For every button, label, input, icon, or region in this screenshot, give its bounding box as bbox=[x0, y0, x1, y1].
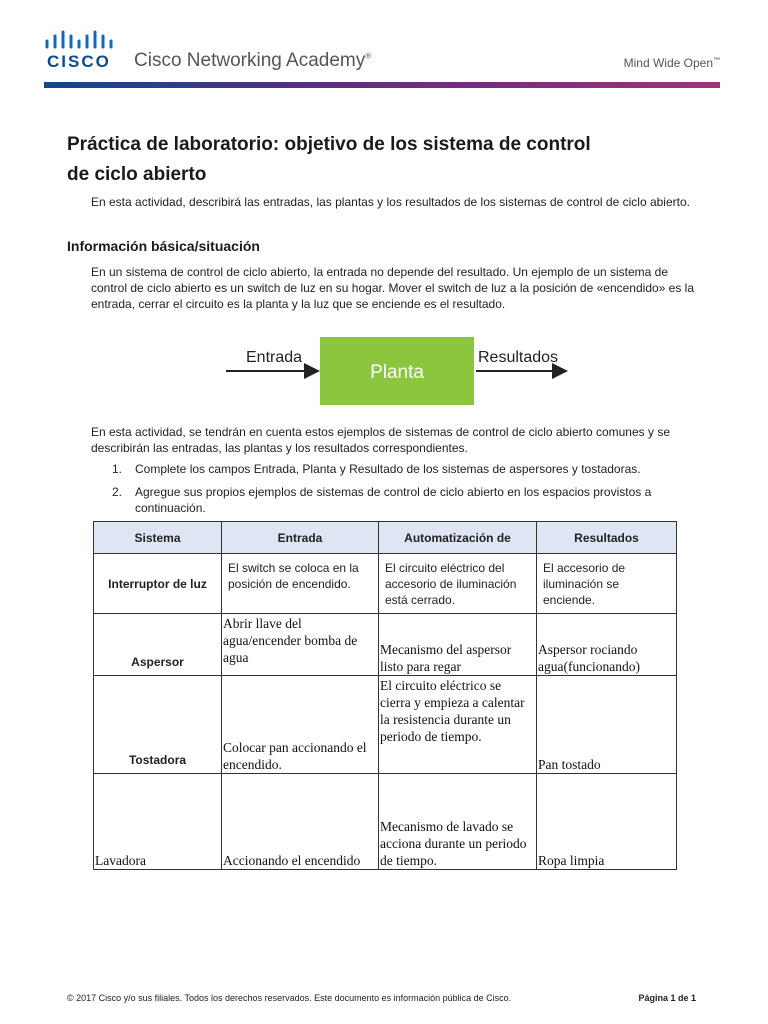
table-cell: Abrir llave del agua/encender bomba de agua bbox=[222, 614, 379, 676]
cisco-wordmark: CISCO bbox=[47, 52, 111, 71]
row-label: Aspersor bbox=[94, 614, 222, 676]
table-cell: El accesorio de iluminación se enciende. bbox=[537, 554, 677, 614]
step-item: 2. Agregue sus propios ejemplos de sistemas de control de ciclo abierto en los espacios provistos a continuación. bbox=[112, 485, 652, 515]
tagline: Mind Wide Open™ bbox=[623, 56, 720, 70]
header-gradient-rule bbox=[44, 82, 720, 88]
step-item: 1. Complete los campos Entrada, Planta y Resultado de los sistemas de aspersores y tostadoras. bbox=[112, 462, 641, 476]
table-header-row bbox=[94, 522, 677, 554]
table-cell: Colocar pan accionando el encendido. bbox=[222, 676, 379, 774]
row-label: Lavadora bbox=[94, 774, 222, 870]
diagram-input-label: Entrada bbox=[246, 349, 303, 366]
header-sistema: Sistema bbox=[94, 522, 222, 554]
background-paragraph: En un sistema de control de ciclo abierto, la entrada no depende del resultado. Un ejemplo de un sistema de control de ciclo abierto es un switch de luz en su hogar. Mover el switch de luz a la posición de «encendido» es la entrada, cerrar el circuito es la planta y la luz que se enciende es el resultado. bbox=[91, 265, 695, 311]
table-row bbox=[94, 774, 677, 870]
table-row bbox=[94, 614, 677, 676]
table-row bbox=[94, 554, 677, 614]
table-cell: Mecanismo del aspersor listo para regar bbox=[379, 614, 537, 676]
page-header bbox=[0, 0, 768, 90]
table-cell: El circuito eléctrico del accesorio de iluminación está cerrado. bbox=[379, 554, 537, 614]
header-automatizacion: Automatización de bbox=[379, 522, 537, 554]
control-systems-table bbox=[93, 521, 677, 870]
table-cell: El circuito eléctrico se cierra y empieza a calentar la resistencia durante un periodo de tiempo. bbox=[379, 676, 537, 774]
footer-page-number: Página 1 de 1 bbox=[638, 993, 696, 1003]
diagram-plant-label: Planta bbox=[370, 362, 424, 383]
table-cell: Pan tostado bbox=[537, 676, 677, 774]
diagram-output-label: Resultados bbox=[478, 349, 559, 366]
section-heading: Información básica/situación bbox=[67, 238, 260, 254]
header-resultados: Resultados bbox=[537, 522, 677, 554]
table-cell: Aspersor rociando agua(funcionando) bbox=[537, 614, 677, 676]
footer-copyright: © 2017 Cisco y/o sus filiales. Todos los derechos reservados. Este documento es información pública de Cisco. bbox=[67, 993, 512, 1003]
row-label: Interruptor de luz bbox=[94, 554, 222, 614]
row-label: Tostadora bbox=[94, 676, 222, 774]
page-title: Práctica de laboratorio: objetivo de los sistema de control de ciclo abierto bbox=[67, 134, 591, 185]
intro-paragraph: En esta actividad, describirá las entradas, las plantas y los resultados de los sistemas de control de ciclo abierto. bbox=[91, 195, 690, 209]
activity-paragraph: En esta actividad, se tendrán en cuenta estos ejemplos de sistemas de control de ciclo abierto comunes y se describirán las entradas, las plantas y los resultados correspondientes. bbox=[91, 425, 670, 455]
open-loop-diagram bbox=[222, 336, 572, 408]
academy-name: Cisco Networking Academy® bbox=[134, 50, 372, 71]
table-cell: El switch se coloca en la posición de encendido. bbox=[222, 554, 379, 614]
table-cell: Mecanismo de lavado se acciona durante un periodo de tiempo. bbox=[379, 774, 537, 870]
header-entrada: Entrada bbox=[222, 522, 379, 554]
table-cell: Ropa limpia bbox=[537, 774, 677, 870]
table-row bbox=[94, 676, 677, 774]
table-cell: Accionando el encendido bbox=[222, 774, 379, 870]
